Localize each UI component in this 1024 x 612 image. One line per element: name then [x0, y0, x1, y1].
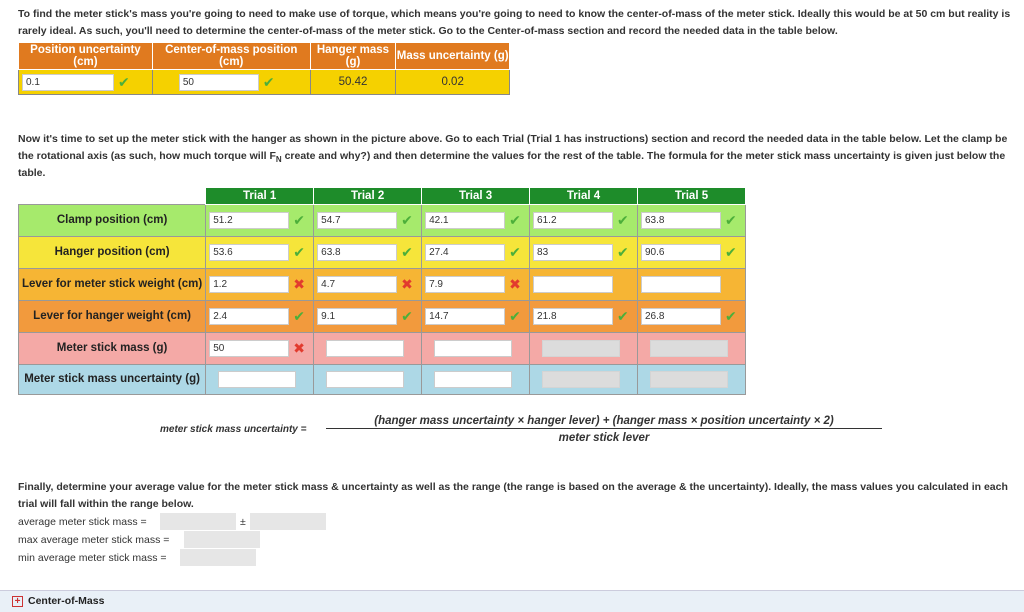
cross-icon: ✖: [401, 276, 413, 292]
hanger-lever-trial-1-input[interactable]: 2.4: [209, 308, 289, 325]
hanger-position-label: Hanger position (cm): [19, 237, 206, 269]
max-mass-input[interactable]: [184, 531, 260, 548]
hanger-lever-trial-3-input[interactable]: 14.7: [425, 308, 505, 325]
clamp-position-trial-2-input[interactable]: 54.7: [317, 212, 397, 229]
header-trial-2: Trial 2: [314, 188, 422, 205]
min-mass-input[interactable]: [180, 549, 256, 566]
check-icon: ✔: [293, 308, 305, 324]
meter-stick-mass-label: Meter stick mass (g): [19, 333, 206, 365]
hanger-position-trial-1-input[interactable]: 53.6: [209, 244, 289, 261]
hanger-lever-trial-4-input[interactable]: 21.8: [533, 308, 613, 325]
min-mass-label: min average meter stick mass =: [18, 552, 167, 564]
meter-stick-mass-uncertainty-trial-1-input[interactable]: [218, 371, 296, 388]
formula-numerator: (hanger mass uncertainty × hanger lever) + (hanger mass × position uncertainty × 2): [326, 415, 882, 429]
check-icon: ✔: [725, 308, 737, 324]
center-of-mass-section-toggle[interactable]: [0, 590, 1024, 612]
check-icon: ✔: [725, 244, 737, 260]
com-position-input[interactable]: 50: [179, 74, 259, 91]
clamp-position-trial-5-input[interactable]: 63.8: [641, 212, 721, 229]
meter-stick-mass-trial-4-input[interactable]: [542, 340, 620, 357]
header-com-position: Center-of-mass position (cm): [152, 43, 310, 70]
meter-stick-lever-trial-3-input[interactable]: 7.9: [425, 276, 505, 293]
avg-mass-label: average meter stick mass =: [18, 516, 147, 528]
meter-stick-mass-uncertainty-trial-5-input[interactable]: [650, 371, 728, 388]
header-hanger-mass: Hanger mass (g): [310, 43, 396, 70]
final-instructions: Finally, determine your average value for the meter stick mass & uncertainty as well as the range (the range is based on the average & the uncertainty). Ideally, the mass values you calculated in each trial will fall within the range below.: [18, 481, 1008, 510]
header-mass-uncertainty: Mass uncertainty (g): [396, 43, 510, 70]
meter-stick-mass-trial-5-input[interactable]: [650, 340, 728, 357]
meter-stick-lever-trial-4-input[interactable]: [533, 276, 613, 293]
check-icon: ✔: [401, 244, 413, 260]
header-trial-1: Trial 1: [206, 188, 314, 205]
section-label: Center-of-Mass: [28, 595, 105, 607]
meter-stick-lever-trial-2-input[interactable]: 4.7: [317, 276, 397, 293]
hanger-mass-value: 50.42: [310, 70, 396, 95]
meter-stick-lever-label: Lever for meter stick weight (cm): [19, 269, 206, 301]
check-icon: ✔: [262, 73, 275, 90]
check-icon: ✔: [725, 212, 737, 228]
check-icon: ✔: [118, 73, 130, 90]
cross-icon: ✖: [293, 276, 305, 292]
check-icon: ✔: [401, 212, 413, 228]
clamp-position-trial-4-input[interactable]: 61.2: [533, 212, 613, 229]
meter-stick-lever-trial-5-input[interactable]: [641, 276, 721, 293]
cross-icon: ✖: [293, 340, 305, 356]
hanger-position-trial-5-input[interactable]: 90.6: [641, 244, 721, 261]
meter-stick-mass-trial-2-input[interactable]: [326, 340, 404, 357]
check-icon: ✔: [401, 308, 413, 324]
meter-stick-mass-trial-3-input[interactable]: [434, 340, 512, 357]
check-icon: ✔: [617, 308, 629, 324]
position-uncertainty-input[interactable]: 0.1: [22, 74, 114, 91]
meter-stick-mass-uncertainty-trial-2-input[interactable]: [326, 371, 404, 388]
hanger-lever-trial-2-input[interactable]: 9.1: [317, 308, 397, 325]
max-mass-label: max average meter stick mass =: [18, 534, 170, 546]
check-icon: ✔: [509, 244, 521, 260]
cross-icon: ✖: [509, 276, 521, 292]
hanger-lever-trial-5-input[interactable]: 26.8: [641, 308, 721, 325]
meter-stick-mass-uncertainty-trial-4-input[interactable]: [542, 371, 620, 388]
check-icon: ✔: [617, 212, 629, 228]
trials-table: [18, 187, 746, 395]
hanger-position-trial-3-input[interactable]: 27.4: [425, 244, 505, 261]
meter-stick-mass-uncertainty-label: Meter stick mass uncertainty (g): [19, 365, 206, 395]
mass-uncertainty-value: 0.02: [396, 70, 510, 95]
header-position-uncertainty: Position uncertainty (cm): [19, 43, 153, 70]
clamp-position-trial-1-input[interactable]: 51.2: [209, 212, 289, 229]
meter-stick-mass-uncertainty-trial-3-input[interactable]: [434, 371, 512, 388]
header-trial-4: Trial 4: [530, 188, 638, 205]
check-icon: ✔: [509, 308, 521, 324]
clamp-position-trial-3-input[interactable]: 42.1: [425, 212, 505, 229]
avg-mass-input[interactable]: [160, 513, 236, 530]
trial-instructions: Now it's time to set up the meter stick with the hanger as shown in the picture above. Go to each Trial (Trial 1 has instructions) section and record the needed data in the table below. Let the clamp be the rotational axis (as such, how much torque will $F_N$ create and why?) and then determine the values for the rest of the table. The formula for the meter stick mass uncertainty is given just below the table.: [18, 133, 1008, 179]
check-icon: ✔: [293, 212, 305, 228]
hanger-position-trial-4-input[interactable]: 83: [533, 244, 613, 261]
check-icon: ✔: [617, 244, 629, 260]
plus-minus: ±: [240, 516, 246, 528]
formula-denominator: meter stick lever: [558, 432, 650, 444]
expand-icon: +: [12, 596, 23, 607]
hanger-position-trial-2-input[interactable]: 63.8: [317, 244, 397, 261]
header-trial-3: Trial 3: [422, 188, 530, 205]
check-icon: ✔: [293, 244, 305, 260]
hanger-lever-label: Lever for hanger weight (cm): [19, 301, 206, 333]
intro-text: To find the meter stick's mass you're going to need to make use of torque, which means you're going to need to know the center-of-mass of the meter stick. Ideally this would be at 50 cm but reality is rarely ideal. As such, you'll need to determine the center-of-mass of the meter stick. Go to the Center-of-mass section and record the needed data in the table below.: [18, 8, 1011, 37]
clamp-position-label: Clamp position (cm): [19, 205, 206, 237]
meter-stick-lever-trial-1-input[interactable]: 1.2: [209, 276, 289, 293]
formula-lhs: meter stick mass uncertainty =: [160, 424, 307, 435]
com-table: [18, 42, 510, 95]
meter-stick-mass-trial-1-input[interactable]: 50: [209, 340, 289, 357]
header-trial-5: Trial 5: [638, 188, 746, 205]
avg-uncertainty-input[interactable]: [250, 513, 326, 530]
check-icon: ✔: [509, 212, 521, 228]
